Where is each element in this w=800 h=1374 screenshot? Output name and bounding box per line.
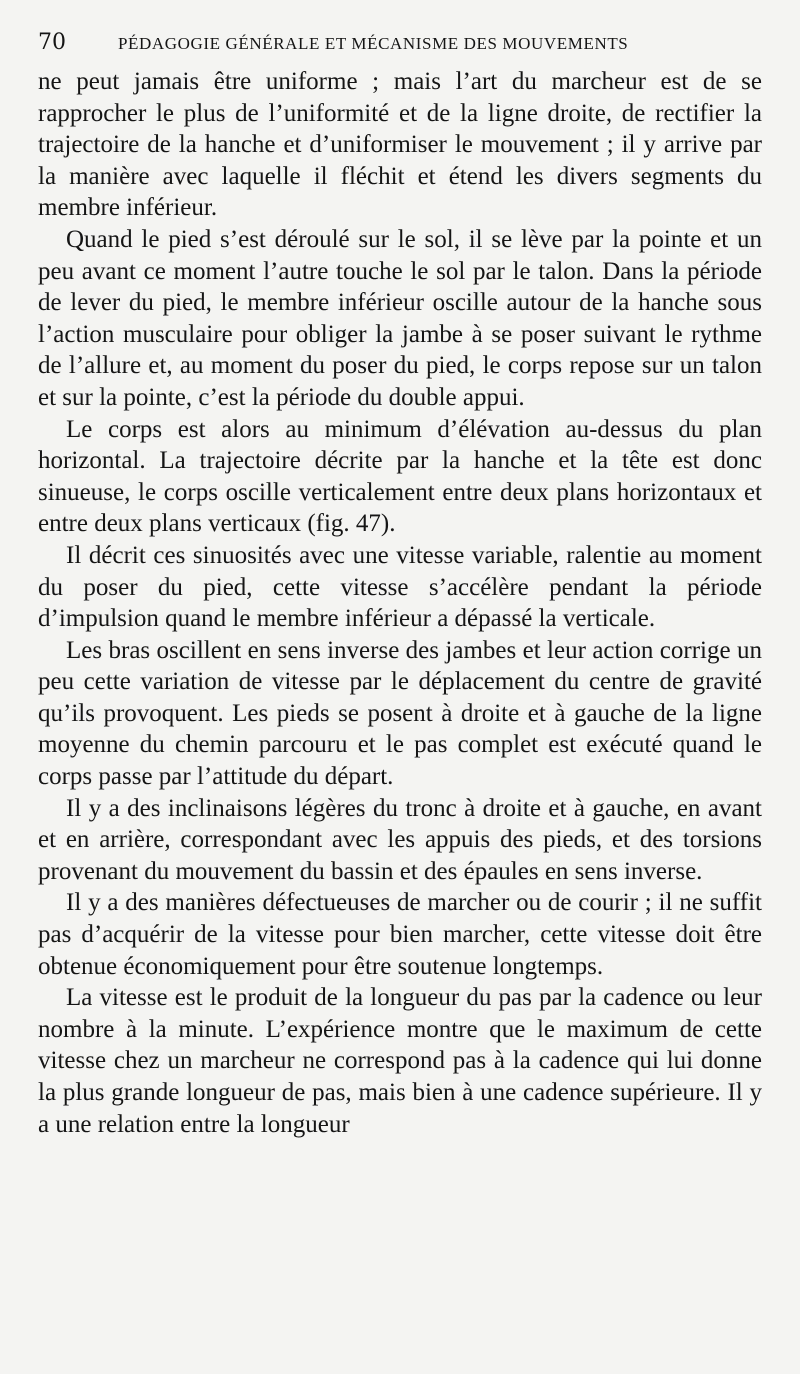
paragraph: Le corps est alors au minimum d’élévation au-dessus du plan horizontal. La trajectoire décrite par la hanche et la tête est donc sinueuse, le corps oscille verticalement entre deux plans horizontaux et entre deux plans verticaux (fig. 47). bbox=[38, 415, 762, 538]
paragraph: Les bras oscillent en sens inverse des jambes et leur action corrige un peu cette variation de vitesse par le déplacement du centre de gravité qu’ils provoquent. Les pieds se posent à droite et à gauche de la ligne moyenne du chemin parcouru et le pas complet est exécuté quand le corps passe par l’attitude du départ. bbox=[38, 636, 762, 791]
running-head bbox=[38, 30, 758, 66]
paragraph: La vitesse est le produit de la longueur du pas par la cadence ou leur nombre à la minute. L’expérience montre que le maximum de cette vitesse chez un marcheur ne correspond pas à la cadence qui lui donne la plus grande longueur de pas, mais bien à une cadence supérieure. Il y a une relation entre la longueur bbox=[38, 984, 762, 1138]
running-head-title: PÉDAGOGIE GÉNÉRALE ET MÉCANISME DES MOUVEMENTS bbox=[118, 34, 629, 53]
body-text bbox=[38, 66, 762, 1140]
paragraph: ne peut jamais être uniforme ; mais l’art du marcheur est de se rapprocher le plus de l’uniformité et de la ligne droite, de rectifier la trajectoire de la hanche et d’uniformiser le mouvement ; il y arrive par la manière avec laquelle il fléchit et étend les divers segments du membre inférieur. bbox=[38, 68, 762, 222]
paragraph: Il décrit ces sinuosités avec une vitesse variable, ralentie au moment du poser du pied, cette vitesse s’accélère pendant la période d’impulsion quand le membre inférieur a dépassé la verticale. bbox=[38, 541, 762, 633]
paragraph: Quand le pied s’est déroulé sur le sol, il se lève par la pointe et un peu avant ce moment l’autre touche le sol par le talon. Dans la période de lever du pied, le membre inférieur oscille autour de la hanche sous l’action musculaire pour obliger la jambe à se poser suivant le rythme de l’allure et, au moment du poser du pied, le corps repose sur un talon et sur la pointe, c’est la période du double appui. bbox=[38, 225, 762, 411]
page-number: 70 bbox=[38, 30, 66, 55]
paragraph: Il y a des manières défectueuses de marcher ou de courir ; il ne suffit pas d’acquérir de la vitesse pour bien marcher, cette vitesse doit être obtenue économiquement pour être soutenue longtemps. bbox=[38, 889, 762, 980]
paragraph: Il y a des inclinaisons légères du tronc à droite et à gauche, en avant et en arrière, correspondant avec les appuis des pieds, et des torsions provenant du mouvement du bassin et des épaules en sens inverse. bbox=[38, 794, 762, 885]
